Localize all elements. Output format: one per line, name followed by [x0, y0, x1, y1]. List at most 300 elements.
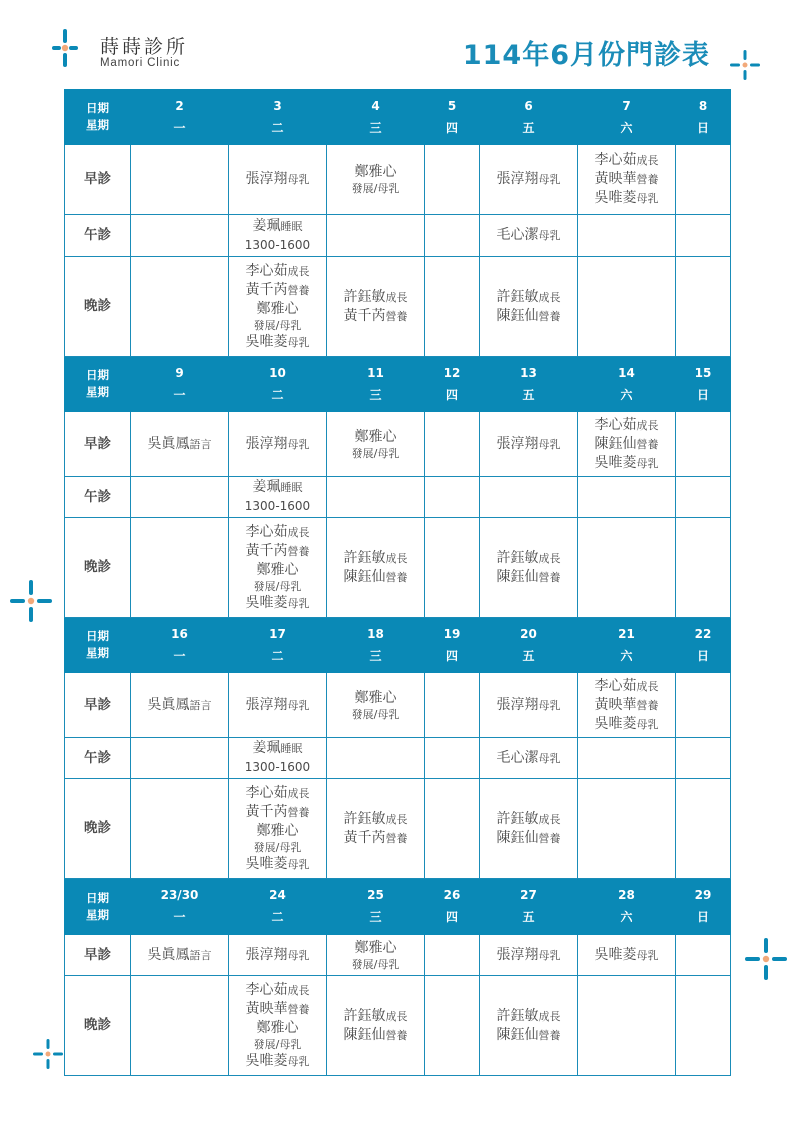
doctor-entry	[578, 454, 675, 473]
date-header-cell	[131, 90, 229, 145]
sparkle-decoration-icon	[33, 1039, 63, 1069]
doctor-specialty: 母乳	[538, 698, 561, 712]
weekday-name: 六	[620, 388, 633, 402]
schedule-cell	[578, 145, 676, 215]
date-header-cell	[578, 879, 676, 935]
doctor-specialty: 成長	[538, 290, 561, 304]
doctor-name: 黃千芮	[343, 829, 386, 846]
weekday-name: 五	[522, 910, 535, 924]
schedule-cell	[425, 412, 480, 477]
schedule-cell	[327, 477, 425, 518]
doctor-specialty: 營養	[385, 570, 408, 584]
doctor-name: 許鈺敏	[343, 549, 386, 566]
date-number: 23/30	[160, 888, 199, 902]
schedule-cell	[229, 145, 327, 215]
session-label-afternoon: 午診	[65, 738, 131, 779]
schedule-cell	[480, 257, 578, 357]
date-header-cell	[327, 90, 425, 145]
schedule-cell	[676, 145, 731, 215]
schedule-cell	[480, 976, 578, 1076]
doctor-entry	[327, 568, 424, 587]
doctor-entry	[480, 549, 577, 568]
schedule-cell	[676, 935, 731, 976]
doctor-name: 黃映華	[245, 1000, 288, 1017]
doctor-specialty: 成長	[287, 983, 310, 997]
date-number: 4	[371, 99, 380, 113]
doctor-specialty: 成長	[385, 1009, 408, 1023]
doctor-entry	[480, 1007, 577, 1026]
doctor-entry	[578, 715, 675, 734]
doctor-entry	[480, 568, 577, 587]
doctor-specialty: 成長	[538, 551, 561, 565]
doctor-entry	[229, 435, 326, 454]
doctor-name: 黃映華	[594, 696, 637, 713]
date-number: 2	[175, 99, 184, 113]
doctor-name: 吳唯菱	[594, 454, 637, 471]
doctor-name: 鄭雅心	[256, 822, 299, 839]
date-header-cell	[425, 357, 480, 412]
doctor-entry	[327, 549, 424, 568]
date-number: 28	[618, 888, 635, 902]
doctor-name: 鄭雅心	[354, 939, 397, 956]
weekday-name: 三	[369, 649, 382, 663]
sparkle-decoration-icon	[10, 580, 52, 622]
session-label-morning: 早診	[65, 145, 131, 215]
doctor-specialty-note: 發展/母乳	[351, 957, 400, 971]
doctor-name: 許鈺敏	[496, 288, 539, 305]
doctor-entry	[229, 1052, 326, 1071]
date-header-cell	[327, 357, 425, 412]
doctor-name: 陳鈺仙	[496, 829, 539, 846]
doctor-entry	[229, 696, 326, 715]
doctor-specialty: 母乳	[287, 948, 310, 962]
schedule-cell	[578, 673, 676, 738]
date-number: 21	[618, 627, 635, 641]
doctor-entry	[327, 288, 424, 307]
weekday-name: 日	[696, 121, 709, 135]
doctor-entry	[229, 803, 326, 822]
schedule-cell	[327, 145, 425, 215]
doctor-specialty: 母乳	[287, 698, 310, 712]
doctor-name: 黃映華	[594, 171, 637, 187]
doctor-name: 吳眞鳳	[147, 946, 190, 963]
weekday-label: 星期	[86, 907, 109, 922]
doctor-name: 張淳翔	[245, 696, 288, 713]
doctor-entry	[131, 696, 228, 715]
doctor-name: 張淳翔	[496, 946, 539, 963]
doctor-specialty: 語言	[189, 698, 212, 712]
doctor-name: 李心茹	[245, 981, 288, 998]
schedule-cell	[425, 976, 480, 1076]
schedule-cell	[327, 215, 425, 257]
doctor-name: 李心茹	[594, 677, 637, 694]
doctor-name: 黃千芮	[245, 281, 288, 298]
session-label-afternoon: 午診	[65, 477, 131, 518]
doctor-name: 姜珮	[252, 217, 281, 234]
doctor-specialty: 母乳	[287, 335, 310, 349]
doctor-entry	[480, 810, 577, 829]
doctor-name: 姜珮	[252, 479, 281, 495]
page-title: 114年6月份門診表	[462, 40, 710, 71]
doctor-entry	[327, 939, 424, 958]
doctor-entry	[480, 226, 577, 245]
doctor-name: 鄭雅心	[256, 561, 299, 578]
date-header-cell	[480, 357, 578, 412]
weekday-name: 六	[620, 649, 633, 663]
doctor-name: 毛心潔	[496, 749, 539, 766]
doctor-entry	[327, 163, 424, 182]
session-row-morning	[65, 673, 731, 738]
doctor-specialty: 成長	[287, 525, 310, 539]
schedule-cell	[229, 257, 327, 357]
date-number: 8	[698, 99, 708, 113]
sparkle-decoration-icon	[730, 50, 760, 80]
schedule-cell	[327, 738, 425, 779]
doctor-specialty-note: 發展/母乳	[253, 1037, 302, 1051]
doctor-name: 鄭雅心	[256, 1019, 299, 1036]
schedule-cell	[327, 976, 425, 1076]
date-label: 日期	[86, 890, 109, 905]
week-header-row	[65, 618, 731, 673]
doctor-entry	[229, 262, 326, 281]
week-header-row	[65, 357, 731, 412]
doctor-specialty: 睡眠	[280, 219, 303, 233]
doctor-name: 張淳翔	[245, 171, 288, 187]
week-header-row	[65, 879, 731, 935]
clinic-name: 蒔蒔診所	[100, 36, 189, 58]
schedule-cell	[578, 518, 676, 618]
date-label: 日期	[86, 101, 109, 115]
doctor-entry	[578, 677, 675, 696]
doctor-name: 陳鈺仙	[594, 435, 637, 452]
doctor-name: 張淳翔	[245, 435, 288, 452]
doctor-specialty: 睡眠	[280, 742, 303, 755]
doctor-entry	[578, 946, 675, 965]
weekday-name: 三	[369, 121, 382, 135]
schedule-cell	[229, 215, 327, 257]
weekday-label: 星期	[86, 646, 109, 660]
doctor-name: 吳唯菱	[594, 946, 637, 963]
schedule-cell	[676, 976, 731, 1076]
doctor-entry	[327, 829, 424, 848]
doctor-name: 鄭雅心	[354, 164, 397, 180]
weekday-name: 二	[271, 910, 284, 924]
schedule-cell	[676, 673, 731, 738]
weekday-name: 一	[173, 910, 186, 924]
session-row-evening	[65, 257, 731, 357]
date-number: 22	[694, 627, 712, 641]
schedule-cell	[229, 976, 327, 1076]
schedule-cell	[229, 412, 327, 477]
date-number: 19	[443, 627, 461, 641]
doctor-name: 陳鈺仙	[496, 1026, 539, 1043]
date-number: 9	[175, 366, 184, 380]
session-label-morning: 早診	[65, 412, 131, 477]
date-header-cell	[327, 618, 425, 673]
doctor-entry	[480, 696, 577, 715]
session-time: 1300-1600	[244, 499, 311, 513]
session-row-morning	[65, 412, 731, 477]
doctor-entry	[229, 784, 326, 803]
date-header-cell	[480, 879, 578, 935]
doctor-specialty: 營養	[538, 1028, 561, 1042]
doctor-name: 吳唯菱	[245, 855, 288, 872]
doctor-specialty: 母乳	[538, 229, 561, 242]
doctor-specialty: 母乳	[636, 192, 659, 205]
doctor-specialty: 營養	[538, 570, 561, 584]
session-label-evening: 晚診	[65, 257, 131, 357]
schedule-cell	[676, 738, 731, 779]
doctor-name: 張淳翔	[496, 435, 539, 452]
date-weekday-corner	[65, 879, 131, 935]
session-label-morning: 早診	[65, 673, 131, 738]
week-header-row	[65, 90, 731, 145]
schedule-cell	[131, 215, 229, 257]
doctor-name: 黃千芮	[343, 307, 386, 324]
schedule-cell	[578, 215, 676, 257]
schedule-cell	[425, 477, 480, 518]
doctor-name: 吳唯菱	[594, 715, 637, 732]
doctor-name: 許鈺敏	[343, 810, 386, 827]
schedule-cell	[676, 257, 731, 357]
schedule-cell	[480, 518, 578, 618]
weekday-label: 星期	[86, 385, 109, 399]
schedule-cell	[131, 412, 229, 477]
doctor-name: 吳唯菱	[245, 594, 288, 611]
date-number: 15	[694, 366, 712, 380]
date-number: 17	[269, 627, 286, 641]
date-number: 12	[443, 366, 461, 380]
doctor-name: 許鈺敏	[343, 288, 386, 305]
schedule-cell	[676, 412, 731, 477]
doctor-specialty-note: 發展/母乳	[253, 840, 302, 854]
schedule-cell	[229, 477, 327, 518]
doctor-entry	[327, 689, 424, 708]
doctor-name: 吳唯菱	[245, 333, 288, 350]
doctor-entry	[578, 151, 675, 170]
doctor-entry	[578, 170, 675, 189]
doctor-entry	[229, 170, 326, 189]
doctor-specialty: 營養	[538, 309, 561, 323]
doctor-specialty: 成長	[385, 551, 408, 565]
doctor-entry	[229, 217, 326, 236]
date-number: 10	[269, 366, 286, 380]
doctor-specialty-note: 發展/母乳	[351, 707, 400, 721]
schedule-cell	[578, 738, 676, 779]
date-number: 7	[622, 99, 631, 113]
doctor-specialty: 營養	[636, 173, 659, 186]
doctor-entry	[229, 594, 326, 613]
doctor-name: 吳唯菱	[594, 190, 637, 206]
weekday-name: 二	[271, 121, 284, 135]
session-row-evening	[65, 976, 731, 1076]
schedule-cell	[425, 215, 480, 257]
doctor-entry	[327, 307, 424, 326]
doctor-specialty: 營養	[385, 1028, 408, 1042]
doctor-name: 李心茹	[245, 523, 288, 540]
date-header-cell	[480, 90, 578, 145]
date-header-cell	[229, 357, 327, 412]
clinic-subtitle: Mamori Clinic	[100, 57, 181, 69]
date-header-cell	[131, 618, 229, 673]
weekday-name: 日	[696, 388, 709, 402]
date-number: 27	[520, 888, 537, 902]
doctor-specialty: 母乳	[287, 1054, 310, 1068]
doctor-entry	[131, 435, 228, 454]
sparkle-decoration-icon	[745, 938, 787, 980]
doctor-specialty: 成長	[385, 812, 408, 826]
schedule-cell	[480, 215, 578, 257]
doctor-specialty: 成長	[538, 812, 561, 826]
doctor-name: 陳鈺仙	[496, 568, 539, 585]
doctor-specialty: 營養	[636, 437, 659, 451]
schedule-cell	[578, 976, 676, 1076]
doctor-name: 李心茹	[245, 784, 288, 801]
weekday-name: 六	[620, 910, 633, 924]
date-header-cell	[425, 618, 480, 673]
schedule-cell	[578, 477, 676, 518]
weekday-name: 一	[173, 121, 186, 135]
schedule-cell	[131, 935, 229, 976]
schedule-cell	[676, 779, 731, 879]
schedule-cell	[327, 779, 425, 879]
date-number: 14	[618, 366, 635, 380]
date-header-cell	[425, 879, 480, 935]
clinic-schedule-table	[64, 89, 731, 1076]
doctor-entry	[229, 561, 326, 580]
doctor-specialty: 成長	[287, 264, 310, 278]
session-row-afternoon	[65, 477, 731, 518]
doctor-entry	[229, 946, 326, 965]
date-header-cell	[229, 879, 327, 935]
date-header-cell	[131, 357, 229, 412]
doctor-entry	[480, 829, 577, 848]
schedule-cell	[131, 477, 229, 518]
doctor-entry	[480, 170, 577, 189]
date-header-cell	[229, 90, 327, 145]
weekday-name: 日	[696, 910, 709, 924]
schedule-cell	[676, 477, 731, 518]
schedule-cell	[229, 673, 327, 738]
session-row-afternoon	[65, 738, 731, 779]
weekday-name: 三	[369, 910, 382, 924]
date-header-cell	[578, 357, 676, 412]
doctor-name: 黃千芮	[245, 803, 288, 820]
doctor-name: 黃千芮	[245, 542, 288, 559]
schedule-cell	[578, 779, 676, 879]
doctor-specialty-note: 發展/母乳	[351, 446, 400, 460]
weekday-name: 四	[445, 649, 458, 663]
session-label-evening: 晚診	[65, 518, 131, 618]
schedule-cell	[131, 976, 229, 1076]
doctor-specialty: 睡眠	[280, 481, 303, 494]
doctor-name: 吳眞鳳	[147, 696, 190, 713]
date-number: 24	[269, 888, 286, 902]
date-weekday-corner	[65, 90, 131, 145]
date-number: 13	[520, 366, 537, 380]
doctor-entry	[229, 281, 326, 300]
date-number: 16	[171, 627, 188, 641]
weekday-name: 三	[369, 388, 382, 402]
doctor-entry	[229, 1019, 326, 1038]
doctor-specialty: 語言	[189, 948, 212, 962]
doctor-entry	[229, 300, 326, 319]
date-header-cell	[229, 618, 327, 673]
doctor-specialty: 母乳	[287, 173, 310, 186]
schedule-cell	[131, 779, 229, 879]
doctor-entry	[480, 1026, 577, 1045]
doctor-specialty: 母乳	[636, 948, 659, 962]
schedule-cell	[131, 673, 229, 738]
schedule-cell	[480, 145, 578, 215]
schedule-cell	[425, 935, 480, 976]
schedule-cell	[425, 738, 480, 779]
doctor-specialty: 營養	[385, 309, 408, 323]
date-number: 29	[694, 888, 712, 902]
doctor-name: 李心茹	[245, 262, 288, 279]
schedule-cell	[229, 935, 327, 976]
doctor-entry	[229, 333, 326, 352]
doctor-specialty: 母乳	[287, 857, 310, 871]
date-header-cell	[327, 879, 425, 935]
doctor-entry	[229, 523, 326, 542]
doctor-entry	[578, 416, 675, 435]
schedule-cell	[131, 145, 229, 215]
date-label: 日期	[86, 629, 109, 643]
doctor-specialty: 成長	[385, 290, 408, 304]
schedule-cell	[327, 518, 425, 618]
weekday-name: 六	[620, 121, 633, 135]
doctor-name: 許鈺敏	[496, 810, 539, 827]
date-weekday-corner	[65, 357, 131, 412]
session-label-evening: 晚診	[65, 779, 131, 879]
doctor-specialty: 母乳	[538, 437, 561, 451]
schedule-cell	[480, 738, 578, 779]
session-row-evening	[65, 518, 731, 618]
doctor-specialty: 母乳	[636, 717, 659, 731]
doctor-entry	[480, 749, 577, 768]
weekday-name: 四	[445, 388, 458, 402]
session-time: 1300-1600	[244, 237, 311, 252]
weekday-name: 二	[271, 649, 284, 663]
weekday-name: 五	[522, 388, 535, 402]
session-label-morning: 早診	[65, 935, 131, 976]
date-label: 日期	[86, 368, 109, 382]
doctor-specialty: 成長	[538, 1009, 561, 1023]
date-number: 3	[273, 99, 282, 113]
schedule-cell	[327, 257, 425, 357]
schedule-cell	[229, 518, 327, 618]
date-header-cell	[578, 90, 676, 145]
schedule-cell	[578, 935, 676, 976]
doctor-specialty: 母乳	[287, 437, 310, 451]
session-row-morning	[65, 935, 731, 976]
date-weekday-corner	[65, 618, 131, 673]
doctor-entry	[327, 1026, 424, 1045]
doctor-specialty: 成長	[636, 418, 659, 432]
schedule-cell	[131, 257, 229, 357]
weekday-name: 二	[271, 388, 284, 402]
doctor-entry	[578, 189, 675, 208]
schedule-cell	[131, 518, 229, 618]
schedule-cell	[480, 779, 578, 879]
schedule-cell	[229, 779, 327, 879]
date-header-cell	[480, 618, 578, 673]
schedule-cell	[425, 673, 480, 738]
doctor-entry	[480, 307, 577, 326]
session-label-evening: 晚診	[65, 976, 131, 1076]
doctor-name: 陳鈺仙	[343, 1026, 386, 1043]
